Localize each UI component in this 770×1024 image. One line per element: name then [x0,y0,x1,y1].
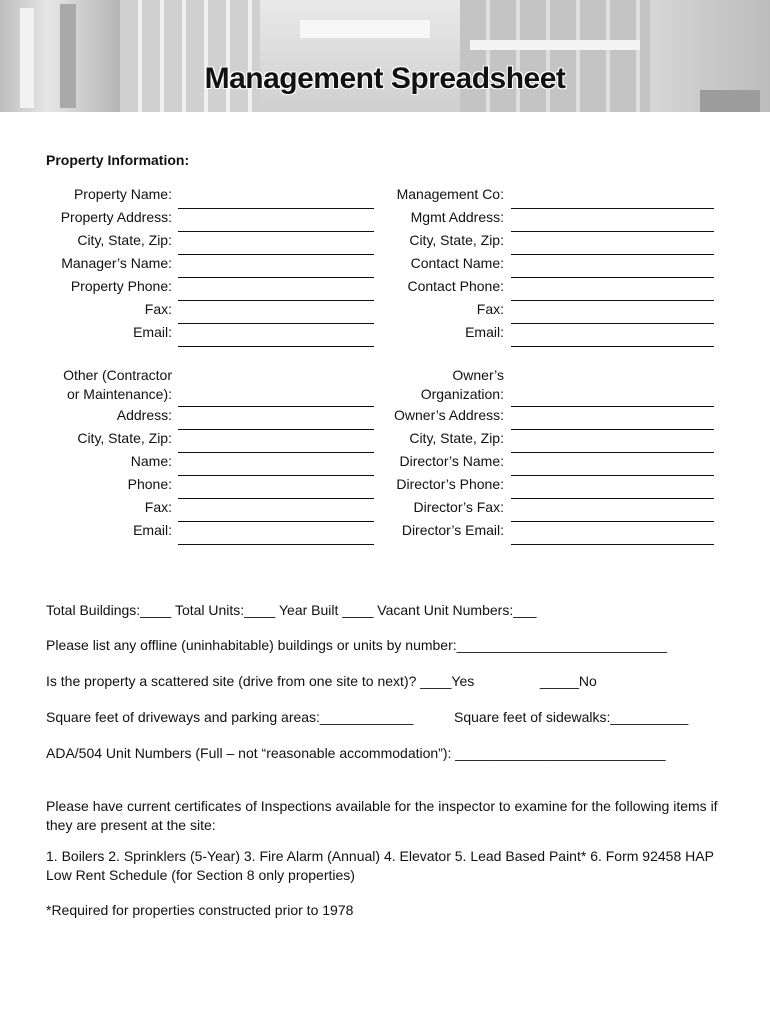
field-line[interactable] [511,406,714,407]
field-line[interactable] [178,452,374,453]
field-label: Management Co: [396,186,504,202]
field-line[interactable] [511,429,714,430]
field-label: City, State, Zip: [409,232,504,248]
field-line[interactable] [511,254,714,255]
field-label: Fax: [144,301,172,317]
field-line[interactable] [511,208,714,209]
field-line[interactable] [178,300,374,301]
field-line[interactable] [178,231,374,232]
field-label: Organization: [420,386,504,402]
field-line[interactable] [511,231,714,232]
field-line[interactable] [178,346,374,347]
field-line[interactable] [511,475,714,476]
field-label: Director’s Email: [401,522,504,538]
field-line[interactable] [178,429,374,430]
field-label: Director’s Phone: [396,476,504,492]
field-line[interactable] [178,323,374,324]
field-line[interactable] [511,323,714,324]
field-label: Name: [130,453,172,469]
field-label: City, State, Zip: [77,232,172,248]
field-label: or Maintenance): [66,386,172,402]
field-label: Mgmt Address: [410,209,504,225]
field-label: City, State, Zip: [77,430,172,446]
field-label: Fax: [476,301,504,317]
ada-line: ADA/504 Unit Numbers (Full – not “reasonable accommodation”): ___________________________ [46,745,666,761]
field-line[interactable] [178,475,374,476]
inspection-items-paragraph: 1. Boilers 2. Sprinklers (5-Year) 3. Fire Alarm (Annual) 4. Elevator 5. Lead Based Paint* 6. Form 92458 HAP Low Rent Schedule (for Section 8 only properties) [46,848,714,883]
offline-buildings-line: Please list any offline (uninhabitable) buildings or units by number:___________________________ [46,637,667,653]
field-label: Other (Contractor [63,367,172,383]
field-label: Property Name: [73,186,172,202]
field-label: City, State, Zip: [409,430,504,446]
field-line[interactable] [511,300,714,301]
field-line[interactable] [178,498,374,499]
field-line[interactable] [178,277,374,278]
field-label: Director’s Name: [399,453,504,469]
field-label: Property Address: [60,209,172,225]
field-label: Contact Name: [410,255,504,271]
field-label: Property Phone: [70,278,172,294]
certificates-paragraph: Please have current certificates of Inspections available for the inspector to examine for the following items if they are present at the site: [46,798,718,833]
field-line[interactable] [511,544,714,545]
field-label: Director’s Fax: [413,499,504,515]
field-label: Email: [133,324,172,340]
field-line[interactable] [178,521,374,522]
field-line[interactable] [511,277,714,278]
sidewalks-line: Square feet of sidewalks:__________ [454,709,689,725]
field-line[interactable] [178,544,374,545]
scattered-site-question: Is the property a scattered site (drive from one site to next)? ____Yes [46,673,475,689]
field-label: Contact Phone: [407,278,504,294]
field-label: Phone: [127,476,172,492]
driveways-line: Square feet of driveways and parking areas:____________ [46,709,414,725]
field-label: Owner’s Address: [394,407,504,423]
field-label: Manager’s Name: [61,255,172,271]
section-label: Property Information: [46,152,190,168]
scattered-site-no: _____No [540,673,597,689]
field-label: Email: [133,522,172,538]
field-label: Email: [465,324,504,340]
page-title: Management Spreadsheet [204,62,566,95]
footnote: *Required for properties constructed prior to 1978 [46,902,354,918]
totals-line: Total Buildings:____ Total Units:____ Year Built ____ Vacant Unit Numbers:___ [46,602,537,618]
field-line[interactable] [511,346,714,347]
field-label: Owner’s [452,367,504,383]
field-label: Address: [116,407,172,423]
field-line[interactable] [178,406,374,407]
field-line[interactable] [511,521,714,522]
field-line[interactable] [511,452,714,453]
field-line[interactable] [178,254,374,255]
field-line[interactable] [178,208,374,209]
field-label: Fax: [144,499,172,515]
field-line[interactable] [511,498,714,499]
